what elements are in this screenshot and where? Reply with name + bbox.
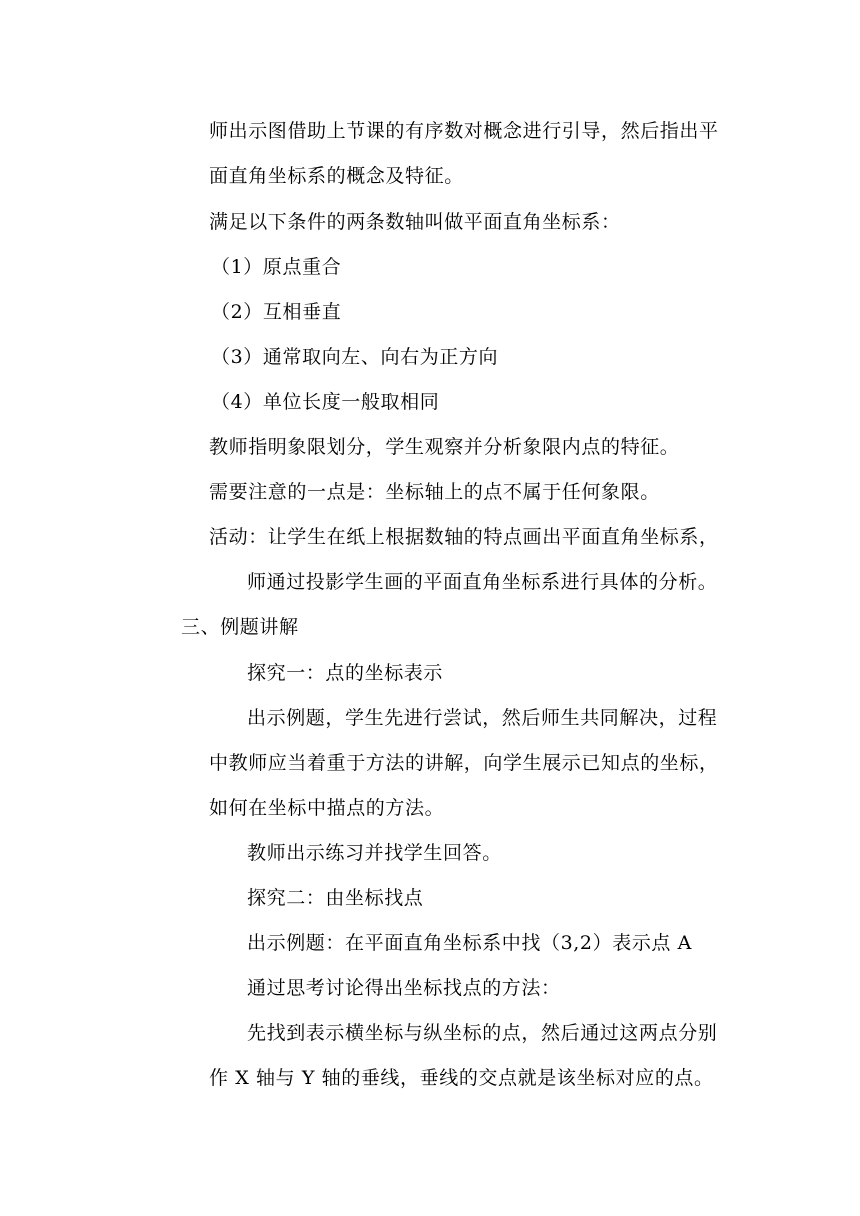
list-item: （1）原点重合	[211, 256, 342, 278]
paragraph-line: 师出示图借助上节课的有序数对概念进行引导，然后指出平	[209, 120, 719, 142]
list-item: （4）单位长度一般取相同	[211, 391, 440, 413]
paragraph-line: 师通过投影学生画的平面直角坐标系进行具体的分析。	[247, 571, 718, 593]
paragraph-line: 作 X 轴与 Y 轴的垂线，垂线的交点就是该坐标对应的点。	[209, 1067, 714, 1089]
section-heading: 三、例题讲解	[181, 616, 299, 638]
subsection-heading: 探究二：由坐标找点	[247, 887, 424, 909]
paragraph-line: 面直角坐标系的概念及特征。	[209, 165, 464, 187]
subsection-heading: 探究一：点的坐标表示	[247, 662, 444, 684]
paragraph-line: 出示例题，学生先进行尝试，然后师生共同解决，过程	[247, 707, 718, 729]
paragraph-line: 中教师应当着重于方法的讲解，向学生展示已知点的坐标，	[209, 752, 719, 774]
paragraph-line: 如何在坐标中描点的方法。	[209, 797, 445, 819]
paragraph-line: 满足以下条件的两条数轴叫做平面直角坐标系：	[209, 211, 621, 233]
paragraph-line: 需要注意的一点是：坐标轴上的点不属于任何象限。	[209, 481, 660, 503]
paragraph-line: 出示例题：在平面直角坐标系中找（3,2）表示点 A	[247, 932, 692, 954]
list-item: （2）互相垂直	[211, 301, 342, 323]
paragraph-line: 通过思考讨论得出坐标找点的方法：	[247, 977, 561, 999]
paragraph-line: 教师出示练习并找学生回答。	[247, 842, 502, 864]
list-item: （3）通常取向左、向右为正方向	[211, 346, 499, 368]
paragraph-line: 活动：让学生在纸上根据数轴的特点画出平面直角坐标系，	[209, 526, 719, 548]
paragraph-line: 教师指明象限划分，学生观察并分析象限内点的特征。	[209, 436, 680, 458]
paragraph-line: 先找到表示横坐标与纵坐标的点，然后通过这两点分别	[247, 1022, 718, 1044]
